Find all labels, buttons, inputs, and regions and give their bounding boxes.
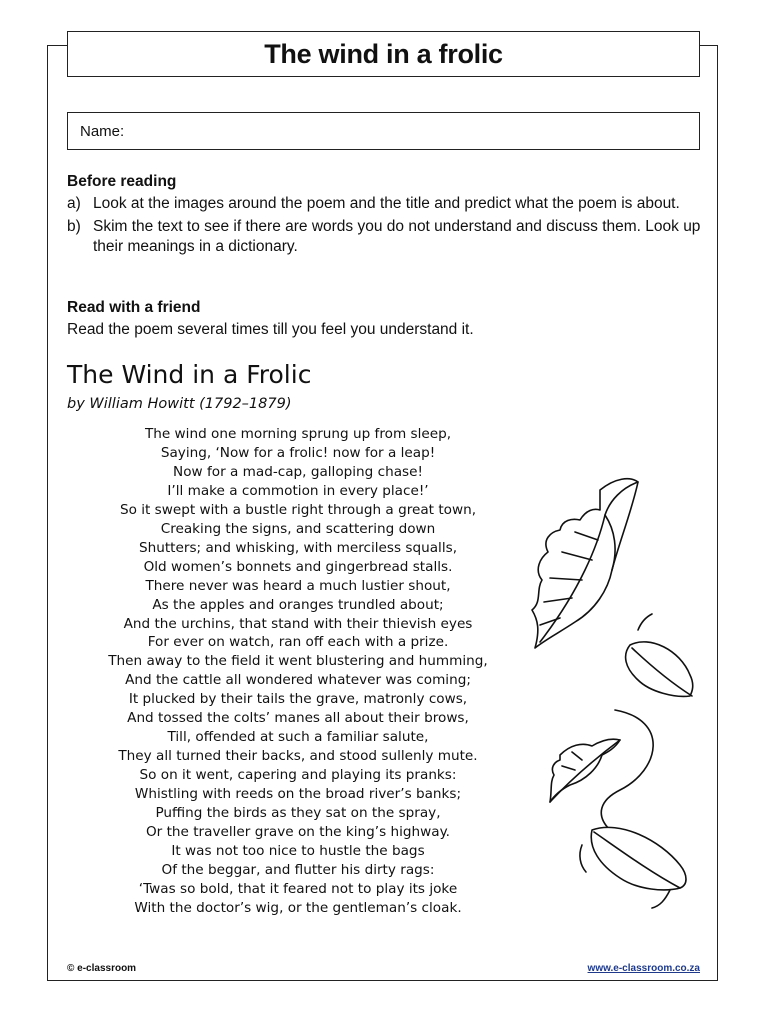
poem-line: It plucked by their tails the grave, matronly cows, <box>128 691 468 708</box>
wind-swirl-icon <box>601 710 653 830</box>
poem-line: And tossed the colts’ manes all about their brows, <box>127 710 469 727</box>
poem-line: For ever on watch, ran off each with a prize. <box>147 634 449 651</box>
poem-line: Whistling with reeds on the broad river’s banks; <box>134 786 462 803</box>
poem-line: ‘Twas so bold, that it feared not to play its joke <box>138 880 458 897</box>
instruction-marker: a) <box>67 195 81 212</box>
instruction-item <box>67 217 702 257</box>
poem-line: Saying, ‘Now for a frolic! now for a leap! <box>160 444 436 461</box>
poem-line: Of the beggar, and flutter his dirty rags: <box>161 861 435 878</box>
name-field[interactable] <box>67 112 700 150</box>
title-box <box>67 31 700 77</box>
poem-line: There never was heard a much lustier shout, <box>145 577 451 594</box>
poem-line: Till, offended at such a familiar salute, <box>167 729 429 746</box>
poem-line: Old women’s bonnets and gingerbread stalls. <box>143 558 453 575</box>
poem-line: So on it went, capering and playing its pranks: <box>139 767 457 784</box>
instruction-marker: b) <box>67 218 81 235</box>
leaf-large-icon <box>532 479 638 648</box>
poem-line: Then away to the field it went blustering and humming, <box>108 653 488 670</box>
instruction-text: Look at the images around the poem and the title and predict what the poem is about. <box>93 195 680 212</box>
poem-line: Now for a mad-cap, galloping chase! <box>173 463 423 480</box>
copyright-text: © e-classroom <box>67 963 137 974</box>
instruction-item <box>67 194 702 214</box>
poem-line: It was not too nice to hustle the bags <box>171 842 425 859</box>
poem-title: The Wind in a Frolic <box>67 360 312 389</box>
poem-line: And the cattle all wondered whatever was coming; <box>125 672 471 689</box>
poem-body <box>72 425 524 918</box>
page-title: The wind in a frolic <box>264 38 503 69</box>
poem-line: With the doctor’s wig, or the gentleman’s cloak. <box>134 899 462 916</box>
read-with-friend-text: Read the poem several times till you feel you understand it. <box>67 321 474 338</box>
poem-line: As the apples and oranges trundled about; <box>152 596 444 613</box>
poem-author: by William Howitt (1792–1879) <box>67 396 292 412</box>
before-reading-heading: Before reading <box>67 173 177 190</box>
leaf-small-icon <box>550 739 620 802</box>
read-with-friend-section <box>67 298 702 340</box>
read-with-friend-heading: Read with a friend <box>67 299 201 316</box>
poem-line: I’ll make a commotion in every place!’ <box>167 482 429 499</box>
website-link[interactable]: www.e-classroom.co.za <box>587 963 700 974</box>
poem-line: So it swept with a bustle right through a great town, <box>119 501 477 518</box>
name-field-label: Name: <box>80 123 125 140</box>
leaf-bottom-icon <box>580 827 686 908</box>
poem-line: Or the traveller grave on the king’s highway. <box>145 824 450 841</box>
poem-line: And the urchins, that stand with their thievish eyes <box>123 615 473 632</box>
instruction-text: Skim the text to see if there are words you do not understand and discuss them. Look up their meanings in a dictionary. <box>93 218 701 255</box>
poem-line: They all turned their backs, and stood sullenly mute. <box>118 748 478 765</box>
poem-line: Creaking the signs, and scattering down <box>160 520 436 537</box>
before-reading-section <box>67 172 702 257</box>
leaf-oval-icon <box>626 614 693 696</box>
poem-line: Puffing the birds as they sat on the spray, <box>155 805 441 822</box>
poem-line: Shutters; and whisking, with merciless squalls, <box>138 539 458 556</box>
poem-line: The wind one morning sprung up from sleep, <box>144 426 452 442</box>
leaves-illustration <box>520 470 710 910</box>
